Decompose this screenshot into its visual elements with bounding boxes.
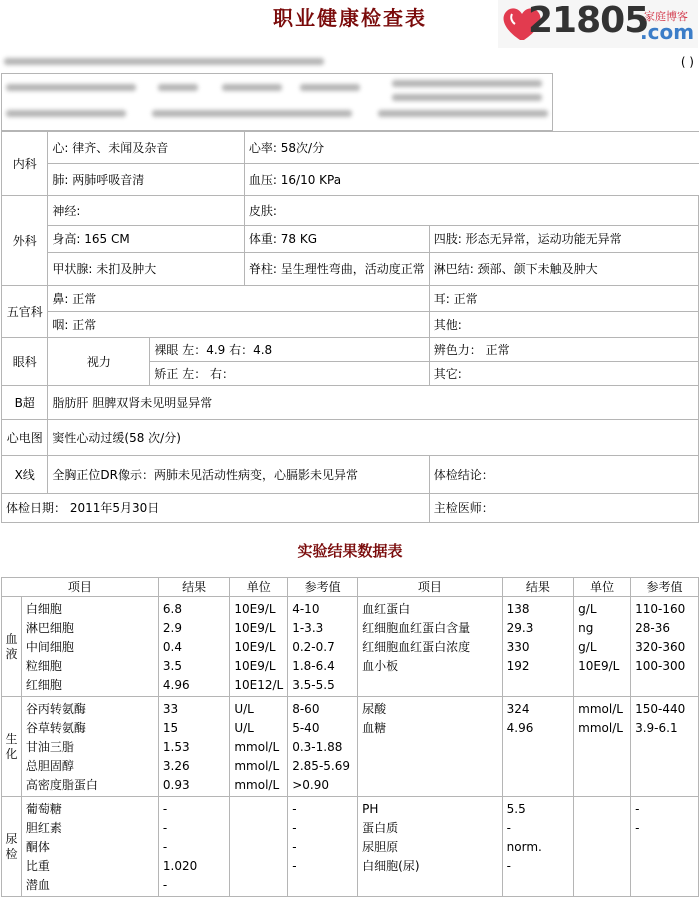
blood-left-refs-cell — [288, 597, 358, 697]
lab-title: 实验结果数据表 — [297, 542, 403, 560]
lab-value: 100-300 — [635, 659, 686, 673]
lab-value: - — [162, 878, 168, 892]
biochem-left-results-cell — [158, 697, 229, 797]
lab-value: 192 — [506, 659, 530, 673]
blood-left-items-cell — [21, 597, 158, 697]
lab-value: 血小板 — [362, 659, 399, 673]
header-result: 结果 — [502, 578, 574, 597]
lab-value: mmol/L — [234, 740, 280, 754]
lab-value: 10E12/L — [234, 678, 284, 692]
lab-value: 高密度脂蛋白 — [25, 778, 98, 792]
redacted-info — [6, 84, 136, 91]
lab-value — [234, 857, 283, 876]
lab-value: 1.8-6.4 — [292, 659, 335, 673]
blood-section — [2, 597, 699, 697]
logo-tagline: 家庭博客 — [644, 10, 688, 23]
lab-value: mmol/L — [578, 702, 623, 716]
lab-value: 2.9 — [162, 621, 182, 635]
lab-value — [578, 857, 626, 876]
lab-value: g/L — [578, 640, 597, 654]
header-ref: 参考值 — [631, 578, 699, 597]
lab-value: U/L — [234, 702, 254, 716]
header-result: 结果 — [158, 578, 229, 597]
urine-left-results-cell — [158, 797, 229, 897]
lab-value: 2.85-5.69 — [292, 759, 350, 773]
lab-value: 尿胆原 — [362, 840, 399, 854]
lab-value: 胆红素 — [25, 821, 62, 835]
exam-date-field: 体检日期： 2011年5月30日 — [2, 494, 430, 523]
lab-value: 淋巴细胞 — [25, 621, 74, 635]
redacted-info — [222, 84, 282, 91]
lab-value: 4.96 — [506, 721, 534, 735]
lab-value: 10E9/L — [234, 602, 276, 616]
lab-value: 3.9-6.1 — [635, 721, 678, 735]
urine-right-refs-cell — [631, 797, 699, 897]
urine-label-text: 尿检 — [5, 831, 18, 861]
redacted-info — [392, 80, 542, 87]
biochem-left-refs-cell — [288, 697, 358, 797]
lab-value: 4-10 — [292, 602, 320, 616]
redacted-info — [6, 110, 126, 117]
lab-value: 葡萄糖 — [25, 802, 62, 816]
lab-value: 10E9/L — [234, 640, 276, 654]
lab-value: 白细胞 — [25, 602, 62, 616]
lab-value: 潜血 — [25, 878, 50, 892]
internal-label: 内科 — [2, 132, 48, 196]
lab-value: - — [506, 859, 511, 873]
eye-other-field: 其它: — [429, 362, 698, 386]
lab-value: 3.26 — [162, 759, 190, 773]
throat-field: 咽: 正常 — [48, 312, 429, 338]
biochem-section — [2, 697, 699, 797]
blood-pressure-field: 血压: 16/10 KPa — [244, 164, 698, 196]
lab-value: - — [292, 821, 297, 835]
lab-value: - — [292, 859, 297, 873]
redacted-info — [392, 94, 542, 101]
ecg-field: 窦性心动过缓(58 次/分) — [48, 420, 699, 456]
lab-value: 红细胞血红蛋白含量 — [362, 621, 471, 635]
lab-value: - — [506, 821, 511, 835]
blood-right-units-cell — [574, 597, 631, 697]
eye-label: 眼科 — [2, 338, 48, 386]
redacted-info — [300, 84, 360, 91]
lab-value: - — [635, 821, 640, 835]
limbs-field: 四肢: 形态无异常，运动功能无异常 — [429, 226, 698, 253]
lab-value: 酮体 — [25, 840, 50, 854]
lab-value: norm. — [506, 840, 542, 854]
lab-value: 甘油三脂 — [25, 740, 74, 754]
header-item: 项目 — [2, 578, 159, 597]
xray-label: X线 — [2, 456, 48, 494]
lab-value: 10E9/L — [234, 621, 276, 635]
heart-rate-field: 心率: 58次/分 — [244, 132, 698, 164]
logo-suffix: .com — [640, 20, 695, 44]
biochem-right-refs-cell — [631, 697, 699, 797]
lab-value: 0.3-1.88 — [292, 740, 343, 754]
lab-value: 28-36 — [635, 621, 670, 635]
blood-label-text: 血液 — [5, 631, 18, 661]
skin-field: 皮肤: — [244, 196, 698, 226]
lab-header-row — [2, 578, 699, 597]
bscan-field: 脂肪肝 胆脾双肾未见明显异常 — [48, 386, 699, 420]
lab-value — [234, 800, 283, 819]
lab-value: 5-40 — [292, 721, 320, 735]
lab-value: >0.90 — [292, 778, 329, 792]
blood-right-items-cell — [358, 597, 503, 697]
lab-value: 0.4 — [162, 640, 182, 654]
header-ref: 参考值 — [288, 578, 358, 597]
lab-value: 29.3 — [506, 621, 534, 635]
ecg-label: 心电图 — [2, 420, 48, 456]
lab-value: 红细胞血红蛋白浓度 — [362, 640, 471, 654]
lab-value: 8-60 — [292, 702, 320, 716]
biochem-label-text: 生化 — [5, 731, 18, 761]
page-title: 职业健康检查表 — [273, 6, 427, 30]
lab-value: g/L — [578, 602, 597, 616]
lab-value: 110-160 — [635, 602, 686, 616]
lab-value: - — [162, 802, 168, 816]
lab-table — [1, 577, 699, 897]
lab-value: 红细胞 — [25, 678, 62, 692]
lab-value: 白细胞(尿) — [362, 859, 420, 873]
redacted-info — [378, 110, 548, 117]
lab-value — [578, 819, 626, 838]
blood-right-refs-cell — [631, 597, 699, 697]
lab-value: 150-440 — [635, 702, 686, 716]
lab-value: 5.5 — [506, 802, 526, 816]
urine-left-units-cell — [230, 797, 288, 897]
lab-value: 6.8 — [162, 602, 182, 616]
lab-value: 3.5 — [162, 659, 182, 673]
lab-value: 血糖 — [362, 721, 387, 735]
lab-value: - — [635, 802, 640, 816]
page-paren: ( ) — [680, 55, 694, 69]
color-vision-field: 辨色力： 正常 — [429, 338, 698, 362]
lab-value: 4.96 — [162, 678, 190, 692]
weight-field: 体重: 78 KG — [244, 226, 429, 253]
surgery-label: 外科 — [2, 196, 48, 286]
biochem-label — [2, 697, 22, 797]
lab-value: 中间细胞 — [25, 640, 74, 654]
lab-value — [234, 819, 283, 838]
lab-value: 比重 — [25, 859, 50, 873]
lymph-field: 淋巴结: 颈部、颌下未触及肿大 — [429, 253, 698, 286]
urine-section — [2, 797, 699, 897]
lab-value: 15 — [162, 721, 179, 735]
site-logo — [498, 0, 698, 48]
blood-right-results-cell — [502, 597, 574, 697]
lab-value: mmol/L — [234, 778, 280, 792]
lab-value: 320-360 — [635, 640, 686, 654]
lab-value — [578, 838, 626, 857]
lab-value: 0.2-0.7 — [292, 640, 335, 654]
lab-value: - — [162, 821, 168, 835]
blood-label — [2, 597, 22, 697]
biochem-right-results-cell — [502, 697, 574, 797]
lab-value: 330 — [506, 640, 530, 654]
lab-value: mmol/L — [234, 759, 280, 773]
urine-left-refs-cell — [288, 797, 358, 897]
doctor-field: 主检医师： — [429, 494, 698, 523]
lab-value: - — [162, 840, 168, 854]
lab-value — [234, 838, 283, 857]
ent-label: 五官科 — [2, 286, 48, 338]
conclusion-field: 体检结论： — [429, 456, 698, 494]
lab-value: 粒细胞 — [25, 659, 62, 673]
lab-value: - — [292, 840, 297, 854]
lab-value — [635, 838, 694, 857]
bscan-label: B超 — [2, 386, 48, 420]
thyroid-field: 甲状腺: 未扪及肿大 — [48, 253, 245, 286]
biochem-right-items-cell — [358, 697, 503, 797]
lab-value — [234, 876, 283, 895]
nerve-field: 神经: — [48, 196, 245, 226]
lab-value — [578, 800, 626, 819]
height-field: 身高: 165 CM — [48, 226, 245, 253]
corrected-eye-field: 矫正 左： 右： — [150, 362, 429, 386]
header-item: 项目 — [358, 578, 503, 597]
lab-value: 血红蛋白 — [362, 602, 411, 616]
biochem-right-units-cell — [574, 697, 631, 797]
heart-field: 心: 律齐、未闻及杂音 — [48, 132, 245, 164]
lab-value: mmol/L — [578, 721, 623, 735]
lab-value: 总胆固醇 — [25, 759, 74, 773]
lab-value: 1.020 — [162, 859, 198, 873]
lab-value: 138 — [506, 602, 530, 616]
logo-number: 21805 — [528, 0, 649, 41]
lab-value: 33 — [162, 702, 179, 716]
lab-value: 324 — [506, 702, 530, 716]
blood-left-units-cell — [230, 597, 288, 697]
exam-table — [1, 131, 699, 523]
urine-label — [2, 797, 22, 897]
header-unit: 单位 — [230, 578, 288, 597]
xray-field: 全胸正位DR像示：两肺未见活动性病变，心膈影未见异常 — [48, 456, 429, 494]
naked-eye-field: 裸眼 左：4.9 右：4.8 — [150, 338, 429, 362]
lab-value — [635, 857, 694, 876]
lab-value: 1.53 — [162, 740, 190, 754]
lab-value: 10E9/L — [578, 659, 620, 673]
lung-field: 肺: 两肺呼吸音清 — [48, 164, 245, 196]
lab-value: 10E9/L — [234, 659, 276, 673]
lab-value — [292, 876, 353, 895]
urine-right-units-cell — [574, 797, 631, 897]
lab-value: 3.5-5.5 — [292, 678, 335, 692]
blood-left-results-cell — [158, 597, 229, 697]
ear-field: 耳: 正常 — [429, 286, 698, 312]
lab-value: 谷草转氨酶 — [25, 721, 86, 735]
biochem-left-units-cell — [230, 697, 288, 797]
biochem-left-items-cell — [21, 697, 158, 797]
lab-value: 尿酸 — [362, 702, 387, 716]
lab-value: ng — [578, 621, 594, 635]
lab-value: - — [292, 802, 297, 816]
lab-value: 谷丙转氨酶 — [25, 702, 86, 716]
lab-value: 1-3.3 — [292, 621, 324, 635]
lab-value: 0.93 — [162, 778, 190, 792]
vision-label: 视力 — [48, 338, 150, 386]
urine-right-results-cell — [502, 797, 574, 897]
nose-field: 鼻: 正常 — [48, 286, 429, 312]
urine-right-items-cell — [358, 797, 503, 897]
redacted-info — [158, 84, 198, 91]
lab-value: PH — [362, 802, 379, 816]
lab-value: 蛋白质 — [362, 821, 399, 835]
ent-other-field: 其他: — [429, 312, 698, 338]
lab-value: U/L — [234, 721, 254, 735]
header-unit: 单位 — [574, 578, 631, 597]
spine-field: 脊柱: 呈生理性弯曲，活动度正常 — [244, 253, 429, 286]
redacted-info — [4, 58, 324, 65]
urine-left-items-cell — [21, 797, 158, 897]
redacted-info — [152, 110, 352, 117]
